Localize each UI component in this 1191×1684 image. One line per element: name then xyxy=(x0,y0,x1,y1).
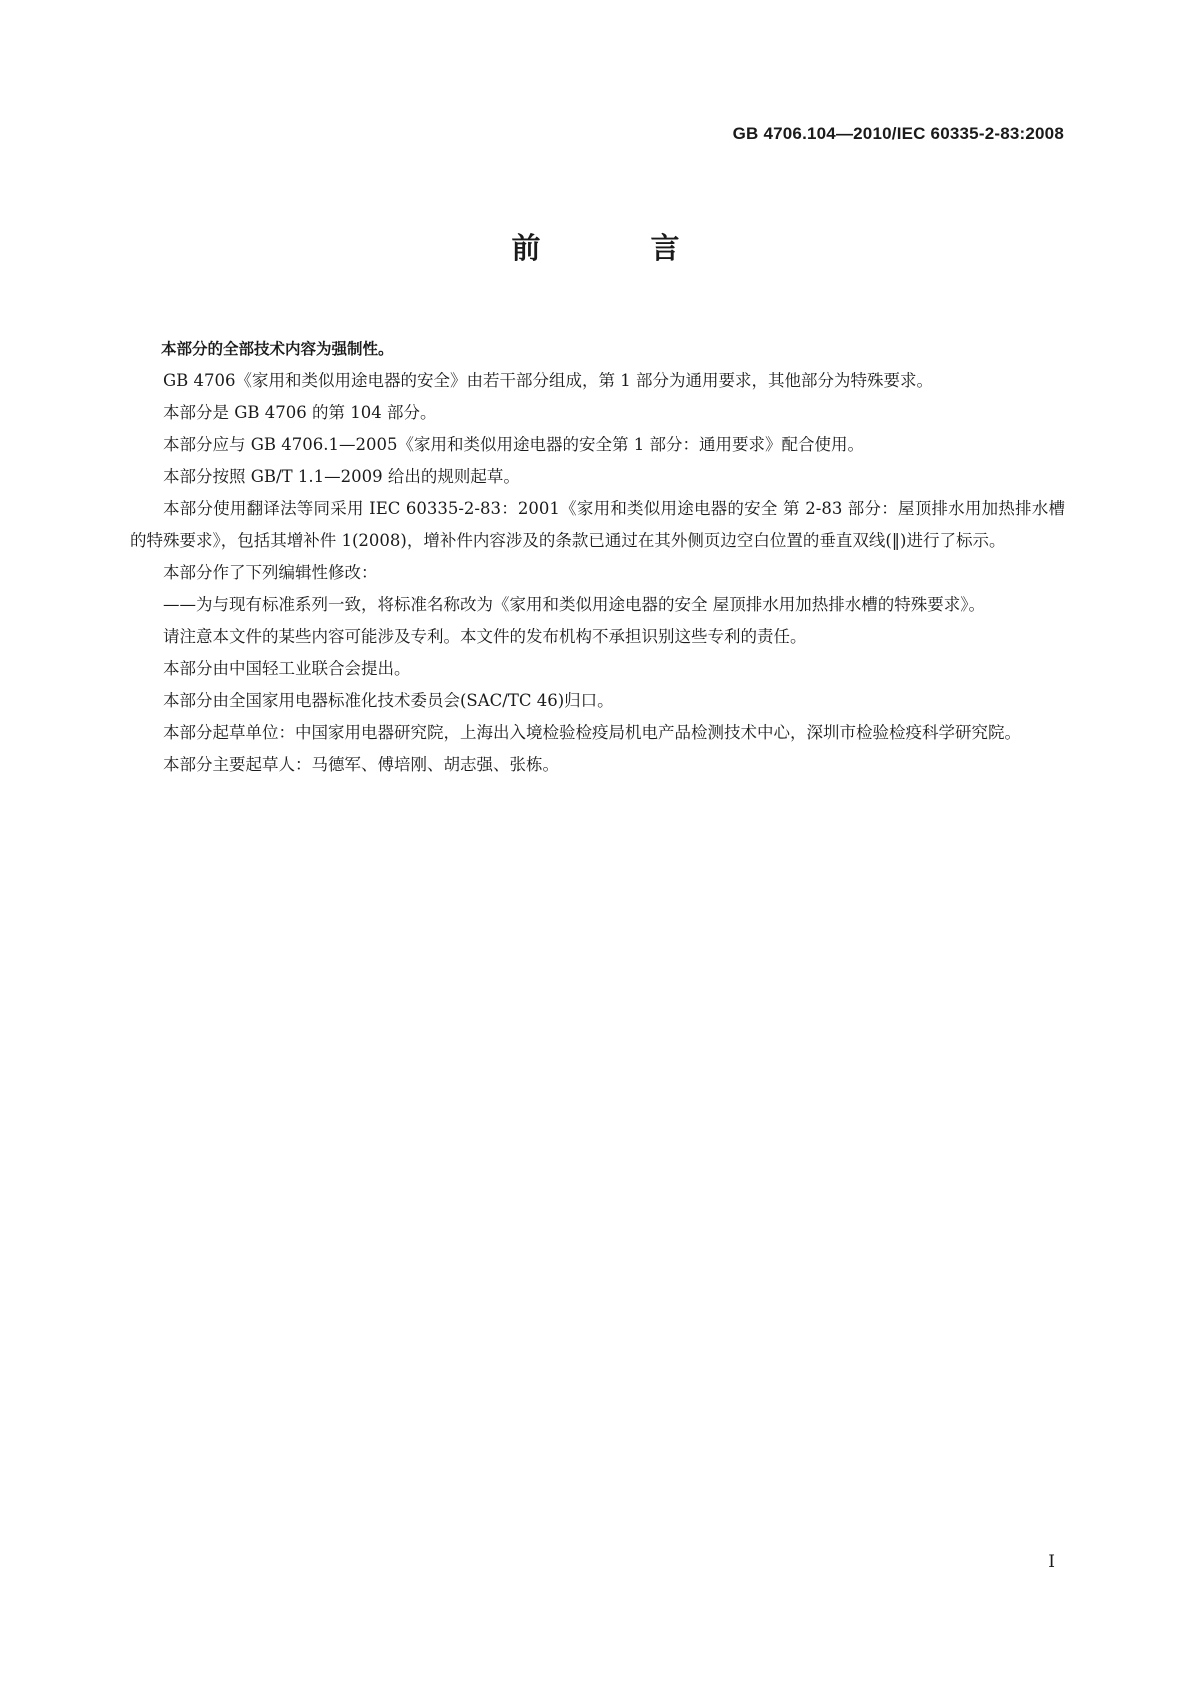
paragraph-main-drafters: 本部分主要起草人：马德军、傅培刚、胡志强、张栋。 xyxy=(163,755,559,774)
page-title: 前 言 xyxy=(511,231,730,265)
list-item-name-change: ——为与现有标准系列一致，将标准名称改为《家用和类似用途电器的安全 屋顶排水用加热排水槽的特殊要求》。 xyxy=(163,595,985,614)
page-number: I xyxy=(1048,1552,1055,1572)
foreword-body xyxy=(130,333,1065,781)
paragraph-centralized-by: 本部分由全国家用电器标准化技术委员会(SAC/TC 46)归口。 xyxy=(163,691,614,710)
paragraph-series-composition: GB 4706《家用和类似用途电器的安全》由若干部分组成，第 1 部分为通用要求，其他部分为特殊要求。 xyxy=(163,371,934,390)
mandatory-statement: 本部分的全部技术内容为强制性。 xyxy=(161,340,394,358)
paragraph-drafting-units: 本部分起草单位：中国家用电器研究院，上海出入境检验检疫局机电产品检测技术中心，深圳市检验检疫科学研究院。 xyxy=(163,723,1021,742)
paragraph-drafting-rules: 本部分按照 GB/T 1.1—2009 给出的规则起草。 xyxy=(163,467,520,486)
standard-code-header: GB 4706.104—2010/IEC 60335-2-83:2008 xyxy=(732,124,1064,143)
paragraph-used-with: 本部分应与 GB 4706.1—2005《家用和类似用途电器的安全第 1 部分：通用要求》配合使用。 xyxy=(163,435,865,454)
paragraph-part-number: 本部分是 GB 4706 的第 104 部分。 xyxy=(163,403,437,422)
paragraph-editorial-changes: 本部分作了下列编辑性修改： xyxy=(163,563,378,582)
paragraph-patent-notice: 请注意本文件的某些内容可能涉及专利。本文件的发布机构不承担识别这些专利的责任。 xyxy=(163,627,807,646)
paragraph-adoption: 本部分使用翻译法等同采用 IEC 60335-2-83：2001《家用和类似用途电器的安全 第 2-83 部分：屋顶排水用加热排水槽的特殊要求》，包括其增补件 1(2008)，增补件内容涉及的条款已通过在其外侧页边空白位置的垂直双线(‖)进行了标示。 xyxy=(130,499,1065,550)
paragraph-proposed-by: 本部分由中国轻工业联合会提出。 xyxy=(163,659,411,678)
